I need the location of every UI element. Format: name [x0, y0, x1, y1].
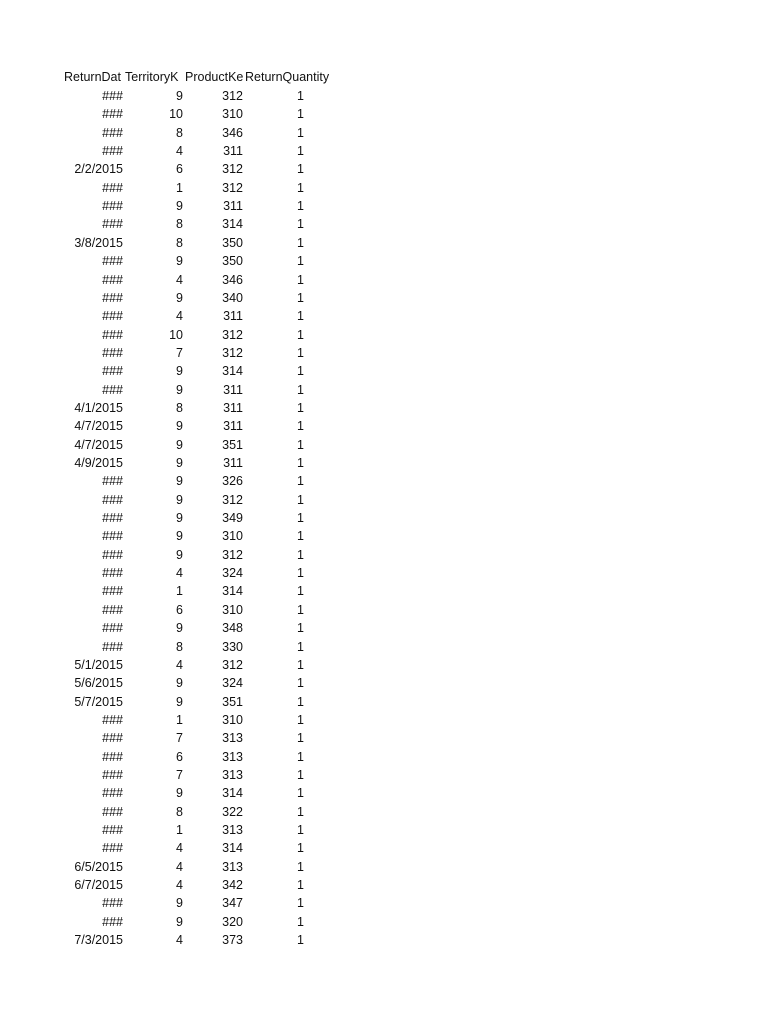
table-row — [0, 748, 768, 766]
cell-return-quantity: 1 — [297, 547, 304, 562]
cell-product-key: 351 — [222, 694, 243, 709]
cell-product-key: 312 — [222, 657, 243, 672]
cell-territory-key: 8 — [176, 804, 183, 819]
table-row — [0, 234, 768, 252]
cell-return-date: 5/6/2015 — [74, 676, 123, 691]
table-row — [0, 252, 768, 270]
cell-territory-key: 4 — [176, 878, 183, 893]
table-row — [0, 656, 768, 674]
cell-return-date: ### — [102, 89, 123, 103]
cell-return-date: ### — [102, 107, 123, 122]
cell-return-date: ### — [102, 217, 123, 232]
table-row — [0, 876, 768, 894]
cell-product-key: 310 — [222, 602, 243, 617]
cell-product-key: 314 — [222, 217, 243, 232]
cell-return-quantity: 1 — [297, 511, 304, 526]
table-row — [0, 344, 768, 362]
cell-product-key: 351 — [222, 437, 243, 452]
cell-territory-key: 9 — [176, 914, 183, 929]
table-row — [0, 821, 768, 839]
cell-return-date: 5/7/2015 — [74, 694, 123, 709]
cell-return-date: 3/8/2015 — [74, 235, 123, 250]
cell-return-quantity: 1 — [297, 474, 304, 489]
cell-territory-key: 9 — [176, 694, 183, 709]
cell-return-quantity: 1 — [297, 419, 304, 434]
cell-return-date: ### — [102, 345, 123, 360]
cell-return-quantity: 1 — [297, 162, 304, 177]
cell-return-date: ### — [102, 474, 123, 489]
cell-product-key: 350 — [222, 235, 243, 250]
table-row — [0, 729, 768, 747]
table-row — [0, 803, 768, 821]
cell-return-quantity: 1 — [297, 676, 304, 691]
cell-return-quantity: 1 — [297, 914, 304, 929]
cell-return-date: ### — [102, 602, 123, 617]
cell-product-key: 350 — [222, 254, 243, 269]
cell-territory-key: 4 — [176, 657, 183, 672]
cell-product-key: 320 — [222, 914, 243, 929]
cell-territory-key: 9 — [176, 529, 183, 544]
cell-territory-key: 4 — [176, 859, 183, 874]
table-row — [0, 913, 768, 931]
table-row — [0, 87, 768, 105]
cell-return-date: ### — [102, 896, 123, 911]
cell-return-date: ### — [102, 529, 123, 544]
cell-product-key: 322 — [222, 804, 243, 819]
cell-territory-key: 9 — [176, 547, 183, 562]
cell-product-key: 313 — [222, 823, 243, 837]
cell-territory-key: 8 — [176, 125, 183, 140]
cell-return-quantity: 1 — [297, 290, 304, 305]
cell-territory-key: 9 — [176, 896, 183, 911]
header-territory-key: TerritoryK — [125, 70, 179, 84]
cell-territory-key: 8 — [176, 400, 183, 415]
cell-territory-key: 7 — [176, 767, 183, 782]
cell-territory-key: 8 — [176, 235, 183, 250]
cell-product-key: 313 — [222, 731, 243, 746]
cell-return-date: ### — [102, 511, 123, 526]
cell-return-date: ### — [102, 749, 123, 764]
cell-product-key: 373 — [222, 933, 243, 948]
cell-return-date: 5/1/2015 — [74, 657, 123, 672]
cell-return-quantity: 1 — [297, 107, 304, 122]
cell-territory-key: 9 — [176, 437, 183, 452]
table-row — [0, 197, 768, 215]
cell-product-key: 310 — [222, 712, 243, 727]
cell-return-date: 6/7/2015 — [74, 878, 123, 893]
cell-territory-key: 6 — [176, 602, 183, 617]
table-row — [0, 179, 768, 197]
cell-return-quantity: 1 — [297, 878, 304, 893]
table-row — [0, 160, 768, 178]
cell-return-quantity: 1 — [297, 180, 304, 195]
cell-product-key: 312 — [222, 345, 243, 360]
cell-territory-key: 9 — [176, 511, 183, 526]
cell-product-key: 313 — [222, 767, 243, 782]
cell-territory-key: 9 — [176, 364, 183, 379]
cell-return-quantity: 1 — [297, 823, 304, 837]
cell-product-key: 314 — [222, 786, 243, 801]
cell-product-key: 312 — [222, 327, 243, 342]
cell-territory-key: 9 — [176, 382, 183, 397]
cell-return-quantity: 1 — [297, 657, 304, 672]
table-row — [0, 491, 768, 509]
cell-territory-key: 7 — [176, 345, 183, 360]
cell-return-date: ### — [102, 382, 123, 397]
cell-return-quantity: 1 — [297, 309, 304, 324]
cell-return-quantity: 1 — [297, 125, 304, 140]
cell-territory-key: 1 — [176, 180, 183, 195]
table-row — [0, 271, 768, 289]
cell-product-key: 313 — [222, 749, 243, 764]
cell-return-quantity: 1 — [297, 199, 304, 214]
cell-return-quantity: 1 — [297, 345, 304, 360]
table-row — [0, 436, 768, 454]
cell-territory-key: 1 — [176, 712, 183, 727]
table-row — [0, 894, 768, 912]
cell-territory-key: 9 — [176, 786, 183, 801]
cell-territory-key: 4 — [176, 309, 183, 324]
cell-territory-key: 4 — [176, 933, 183, 948]
table-row — [0, 527, 768, 545]
cell-return-quantity: 1 — [297, 437, 304, 452]
cell-territory-key: 4 — [176, 144, 183, 159]
cell-return-quantity: 1 — [297, 694, 304, 709]
cell-return-quantity: 1 — [297, 364, 304, 379]
cell-product-key: 312 — [222, 89, 243, 103]
cell-return-date: 4/9/2015 — [74, 456, 123, 470]
cell-return-quantity: 1 — [297, 529, 304, 544]
cell-return-quantity: 1 — [297, 235, 304, 250]
cell-product-key: 314 — [222, 584, 243, 599]
cell-territory-key: 8 — [176, 217, 183, 232]
cell-return-quantity: 1 — [297, 767, 304, 782]
cell-return-quantity: 1 — [297, 89, 304, 103]
cell-return-date: ### — [102, 786, 123, 801]
cell-territory-key: 9 — [176, 456, 183, 470]
cell-return-date: ### — [102, 180, 123, 195]
cell-return-date: ### — [102, 767, 123, 782]
cell-return-date: ### — [102, 639, 123, 654]
table-row — [0, 858, 768, 876]
cell-product-key: 311 — [223, 144, 243, 159]
cell-product-key: 346 — [222, 125, 243, 140]
cell-product-key: 326 — [222, 474, 243, 489]
table-row — [0, 454, 768, 472]
cell-territory-key: 6 — [176, 162, 183, 177]
table-row — [0, 638, 768, 656]
cell-territory-key: 1 — [176, 823, 183, 837]
cell-return-date: ### — [102, 492, 123, 507]
cell-product-key: 340 — [222, 290, 243, 305]
cell-return-date: ### — [102, 272, 123, 287]
cell-return-date: ### — [102, 841, 123, 856]
cell-territory-key: 10 — [169, 327, 183, 342]
cell-return-date: 4/7/2015 — [74, 419, 123, 434]
cell-territory-key: 4 — [176, 566, 183, 581]
table-row — [0, 784, 768, 802]
cell-product-key: 310 — [222, 529, 243, 544]
cell-return-date: ### — [102, 731, 123, 746]
cell-territory-key: 6 — [176, 749, 183, 764]
cell-product-key: 312 — [222, 492, 243, 507]
table-row — [0, 124, 768, 142]
cell-return-date: ### — [102, 364, 123, 379]
cell-product-key: 311 — [223, 419, 243, 434]
cell-return-date: ### — [102, 823, 123, 837]
cell-return-date: 4/7/2015 — [74, 437, 123, 452]
table-row — [0, 509, 768, 527]
header-product-key: ProductKe — [185, 70, 244, 84]
cell-return-quantity: 1 — [297, 272, 304, 287]
cell-product-key: 311 — [223, 456, 243, 470]
cell-territory-key: 1 — [176, 584, 183, 599]
header-row — [0, 68, 768, 86]
cell-return-quantity: 1 — [297, 144, 304, 159]
cell-product-key: 348 — [222, 621, 243, 636]
table-row — [0, 619, 768, 637]
cell-territory-key: 9 — [176, 621, 183, 636]
header-return-date: ReturnDat — [64, 70, 121, 84]
cell-territory-key: 9 — [176, 290, 183, 305]
table-row — [0, 546, 768, 564]
cell-territory-key: 9 — [176, 492, 183, 507]
cell-return-date: ### — [102, 584, 123, 599]
cell-return-date: ### — [102, 125, 123, 140]
cell-return-date: ### — [102, 327, 123, 342]
cell-return-date: 6/5/2015 — [74, 859, 123, 874]
table-row — [0, 399, 768, 417]
cell-return-date: ### — [102, 566, 123, 581]
cell-product-key: 312 — [222, 162, 243, 177]
cell-product-key: 310 — [222, 107, 243, 122]
table-row — [0, 417, 768, 435]
cell-return-quantity: 1 — [297, 639, 304, 654]
cell-product-key: 311 — [223, 382, 243, 397]
cell-return-quantity: 1 — [297, 786, 304, 801]
table-row — [0, 381, 768, 399]
table-row — [0, 674, 768, 692]
table-row — [0, 307, 768, 325]
cell-territory-key: 4 — [176, 841, 183, 856]
cell-return-quantity: 1 — [297, 254, 304, 269]
cell-return-date: 4/1/2015 — [74, 400, 123, 415]
cell-return-date: ### — [102, 712, 123, 727]
table-row — [0, 711, 768, 729]
cell-territory-key: 9 — [176, 199, 183, 214]
cell-territory-key: 7 — [176, 731, 183, 746]
table-row — [0, 693, 768, 711]
cell-product-key: 313 — [222, 859, 243, 874]
table-row — [0, 564, 768, 582]
cell-return-quantity: 1 — [297, 804, 304, 819]
table-row — [0, 582, 768, 600]
cell-return-date: ### — [102, 199, 123, 214]
cell-territory-key: 8 — [176, 639, 183, 654]
cell-return-date: ### — [102, 547, 123, 562]
cell-return-quantity: 1 — [297, 896, 304, 911]
cell-product-key: 311 — [223, 199, 243, 214]
cell-product-key: 342 — [222, 878, 243, 893]
cell-product-key: 324 — [222, 676, 243, 691]
cell-product-key: 347 — [222, 896, 243, 911]
cell-return-quantity: 1 — [297, 217, 304, 232]
cell-return-date: 7/3/2015 — [74, 933, 123, 948]
cell-return-date: ### — [102, 144, 123, 159]
cell-return-quantity: 1 — [297, 456, 304, 470]
cell-return-date: ### — [102, 309, 123, 324]
cell-return-quantity: 1 — [297, 621, 304, 636]
table-row — [0, 326, 768, 344]
table-row — [0, 142, 768, 160]
cell-product-key: 349 — [222, 511, 243, 526]
cell-return-quantity: 1 — [297, 933, 304, 948]
cell-territory-key: 10 — [169, 107, 183, 122]
cell-return-quantity: 1 — [297, 859, 304, 874]
table-row — [0, 289, 768, 307]
cell-product-key: 330 — [222, 639, 243, 654]
cell-product-key: 314 — [222, 841, 243, 856]
cell-product-key: 312 — [222, 547, 243, 562]
cell-product-key: 346 — [222, 272, 243, 287]
cell-return-date: 2/2/2015 — [74, 162, 123, 177]
cell-return-quantity: 1 — [297, 602, 304, 617]
cell-return-date: ### — [102, 914, 123, 929]
cell-return-quantity: 1 — [297, 566, 304, 581]
table-row — [0, 362, 768, 380]
table-row — [0, 105, 768, 123]
cell-product-key: 311 — [223, 400, 243, 415]
cell-return-quantity: 1 — [297, 327, 304, 342]
table-row — [0, 472, 768, 490]
cell-return-quantity: 1 — [297, 400, 304, 415]
cell-territory-key: 9 — [176, 474, 183, 489]
cell-territory-key: 9 — [176, 254, 183, 269]
cell-return-quantity: 1 — [297, 712, 304, 727]
cell-product-key: 324 — [222, 566, 243, 581]
table-row — [0, 839, 768, 857]
cell-return-date: ### — [102, 254, 123, 269]
cell-territory-key: 9 — [176, 89, 183, 103]
cell-return-date: ### — [102, 290, 123, 305]
header-return-quantity: ReturnQuantity — [245, 70, 330, 84]
cell-return-date: ### — [102, 621, 123, 636]
cell-territory-key: 4 — [176, 272, 183, 287]
cell-return-quantity: 1 — [297, 584, 304, 599]
table-row — [0, 931, 768, 949]
cell-territory-key: 9 — [176, 676, 183, 691]
cell-return-quantity: 1 — [297, 492, 304, 507]
cell-return-quantity: 1 — [297, 841, 304, 856]
cell-return-quantity: 1 — [297, 731, 304, 746]
cell-product-key: 311 — [223, 309, 243, 324]
table-row — [0, 766, 768, 784]
cell-product-key: 314 — [222, 364, 243, 379]
cell-return-quantity: 1 — [297, 382, 304, 397]
cell-return-date: ### — [102, 804, 123, 819]
table-row — [0, 601, 768, 619]
cell-return-quantity: 1 — [297, 749, 304, 764]
cell-territory-key: 9 — [176, 419, 183, 434]
cell-product-key: 312 — [222, 180, 243, 195]
table-row — [0, 215, 768, 233]
